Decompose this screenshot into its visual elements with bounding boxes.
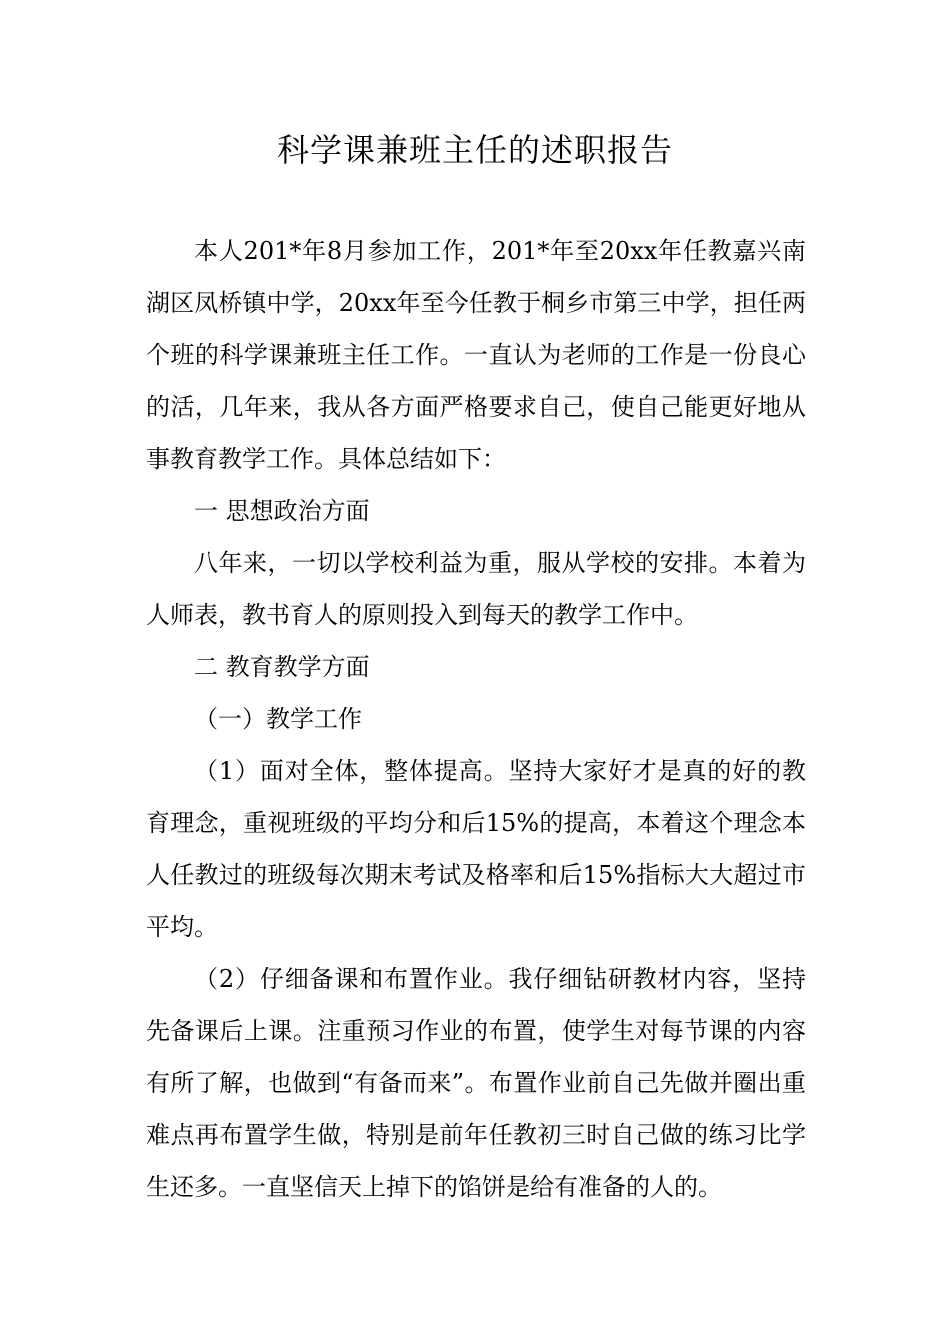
paragraph-intro: 本人201*年8月参加工作，201*年至20xx年任教嘉兴南湖区凤桥镇中学，20xx年至今任教于桐乡市第三中学，担任两个班的科学课兼班主任工作。一直认为老师的工作是一份良心的活，几年来，我从各方面严格要求自己，使自己能更好地从事教育教学工作。具体总结如下： bbox=[146, 237, 806, 473]
subsection-heading-teaching-work: （一）教学工作 bbox=[194, 705, 362, 733]
document-title: 科学课兼班主任的述职报告 bbox=[276, 131, 673, 169]
section-heading-teaching: 二 教育教学方面 bbox=[194, 653, 370, 681]
paragraph-item-1: （1）面对全体，整体提高。坚持大家好才是真的好的教育理念，重视班级的平均分和后15%的提高，本着这个理念本人任教过的班级每次期末考试及格率和后15%指标大大超过市平均。 bbox=[146, 757, 806, 941]
section-heading-politics: 一 思想政治方面 bbox=[194, 497, 370, 525]
document-body bbox=[146, 225, 806, 1213]
paragraph-politics: 八年来，一切以学校利益为重，服从学校的安排。本着为人师表，教书育人的原则投入到每天的教学工作中。 bbox=[146, 549, 806, 629]
paragraph-item-2: （2）仔细备课和布置作业。我仔细钻研教材内容，坚持先备课后上课。注重预习作业的布置，使学生对每节课的内容有所了解，也做到“有备而来”。布置作业前自己先做并圈出重难点再布置学生做，特别是前年任教初三时自己做的练习比学生还多。一直坚信天上掉下的馅饼是给有准备的人的。 bbox=[146, 965, 806, 1201]
